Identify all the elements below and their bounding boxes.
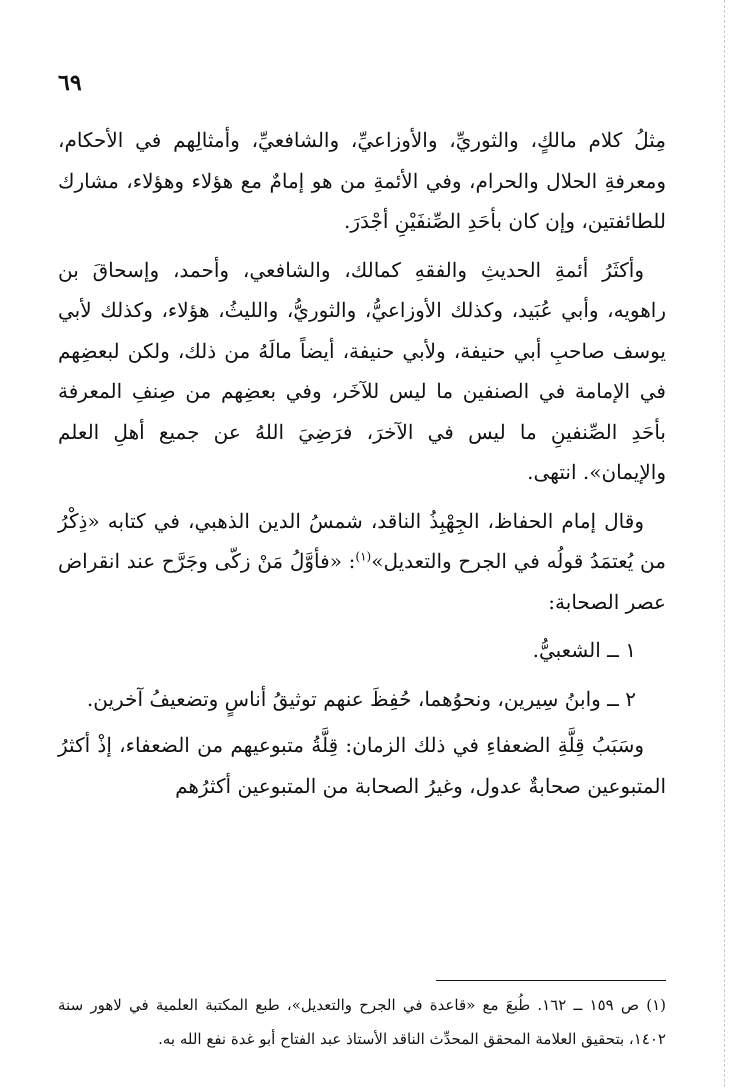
list-item-2: ٢ ــ وابنُ سِيرين، ونحوُهما، حُفِظَ عنهم توثيقُ أناسٍ وتضعيفُ آخرين. <box>86 686 636 711</box>
quote-continuation: : «فأوَّلُ مَنْ زكّى وجَرَّح عند انقراض عصر الصحابة: <box>58 549 666 614</box>
paragraph-3-text: وقال إمام الحفاظ، الجِهْبِذُ الناقد، شمسُ الدين الذهبي، في كتابه «ذِكْرُ من يُعتمَدُ قولُه في الجرح والتعديل» <box>58 508 666 573</box>
footnote-marker[interactable]: (١) <box>355 549 372 564</box>
list-item-1: ١ ــ الشعبيُّ. <box>532 638 636 662</box>
page-number: ٦٩ <box>58 70 82 96</box>
scan-edge-line <box>724 0 725 1087</box>
paragraph-1: مِثلُ كلام مالكٍ، والثوريِّ، والأوزاعيِّ، والشافعيِّ، وأمثالِهم في الأحكام، ومعرفةِ الحلال والحرام، وفي الأئمةِ من هو إمامٌ مع هؤلاء وهؤلاء، مشارك للطائفتين، وإن كان بأحَدِ الصِّنفَيْنِ أجْدَرَ. <box>58 128 666 233</box>
paragraph-2: وأكثَرُ أئمةِ الحديثِ والفقهِ كمالك، والشافعي، وأحمد، وإسحاقَ بن راهويه، وأبي عُبَيد، وكذلك الأوزاعيُّ، والثوريُّ، والليثُ، هؤلاء، وكذلك لأبي يوسف صاحبِ أبي حنيفة، ولأبي حنيفة، أيضاً مالَهُ من ذلك، ولكن لبعضِهم في الإمامة في الصنفين ما ليس للآخَر، وفي بعضِهم من صِنفِ المعرفة بأحَدِ الصِّنفينِ ما ليس في الآخرَ، فرَضِيَ اللهُ عن جميع أهلِ العلم والإيمان». انتهى. <box>58 257 666 484</box>
paragraph-4: وسَبَبُ قِلَّةِ الضعفاءِ في ذلك الزمان: قِلَّةُ متبوعيهم من الضعفاء، إذْ أكثرُ المتبوعين صحابةٌ عدول، وغيرُ الصحابة من المتبوعين أكثرُهم <box>58 733 666 798</box>
footnote-divider <box>436 980 666 981</box>
paragraph-3 <box>58 501 666 623</box>
footnote: (١) ص ١٥٩ ــ ١٦٢. طُبعَ مع «قاعدة في الجرح والتعديل»، طبع المكتبة العلمية في لاهور سنة ١٤٠٢، بتحقيق العلامة المحقق المحدِّث الناقد الأستاذ عبد الفتاح أبو غدة نفع الله به. <box>58 996 666 1048</box>
main-text <box>58 120 666 806</box>
